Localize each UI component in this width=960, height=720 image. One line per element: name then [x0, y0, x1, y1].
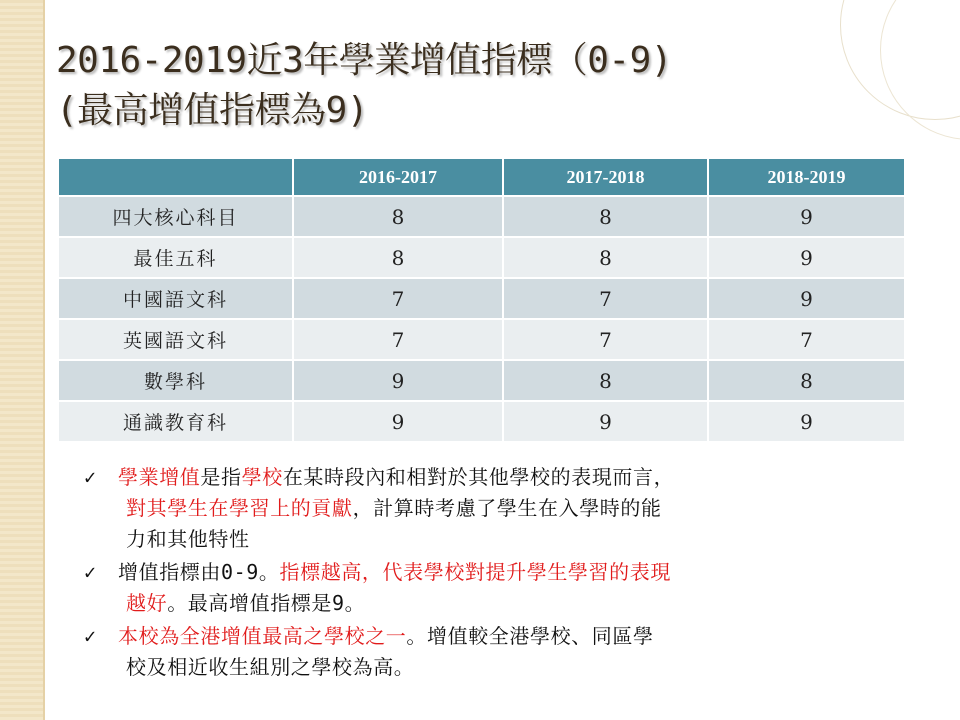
- notes-list: [80, 462, 920, 685]
- row-value: 9: [503, 401, 708, 442]
- row-value: 9: [708, 196, 905, 237]
- row-subject: 最佳五科: [58, 237, 293, 278]
- note-text: 。增值較全港學校、同區學: [406, 624, 654, 648]
- row-value: 8: [503, 196, 708, 237]
- table-row: [58, 319, 905, 360]
- list-item: [80, 621, 920, 683]
- row-value: 9: [708, 237, 905, 278]
- row-subject: 中國語文科: [58, 278, 293, 319]
- row-value: 8: [293, 237, 503, 278]
- header-2016-2017: 2016-2017: [293, 158, 503, 196]
- row-value: 7: [503, 278, 708, 319]
- row-value: 9: [293, 401, 503, 442]
- note-text: 力和其他特性: [126, 527, 250, 551]
- value-added-table: [57, 157, 906, 443]
- table-row: [58, 237, 905, 278]
- note-emphasis: 越好: [126, 591, 168, 615]
- row-value: 8: [503, 360, 708, 401]
- row-value: 7: [293, 278, 503, 319]
- note-emphasis: 指標越高，代表學校對提升學生學習的表現: [279, 560, 671, 584]
- note-text: 在某時段內和相對於其他學校的表現而言，: [282, 465, 675, 489]
- slide-title-line-2: (最高增值指標為9): [56, 90, 369, 131]
- note-text: 是指: [200, 465, 242, 489]
- note-text: ，計算時考慮了學生在入學時的能: [352, 496, 662, 520]
- note-text: 校及相近收生組別之學校為高。: [126, 655, 415, 679]
- list-item: [80, 557, 920, 619]
- table-row: [58, 278, 905, 319]
- note-text: 增值指標由0-9。: [118, 560, 280, 584]
- header-2017-2018: 2017-2018: [503, 158, 708, 196]
- row-subject: 英國語文科: [58, 319, 293, 360]
- decorative-side-band: [0, 0, 45, 720]
- row-value: 9: [708, 401, 905, 442]
- row-value: 9: [293, 360, 503, 401]
- slide-title: [56, 36, 916, 136]
- row-subject: 數學科: [58, 360, 293, 401]
- row-subject: 四大核心科目: [58, 196, 293, 237]
- row-value: 8: [503, 237, 708, 278]
- table-row: [58, 360, 905, 401]
- slide-title-line-1: 2016-2019近3年學業增值指標（0-9): [56, 40, 672, 81]
- note-text: 。最高增值指標是9。: [167, 591, 366, 615]
- list-item: [80, 462, 920, 555]
- row-value: 7: [293, 319, 503, 360]
- row-value: 8: [293, 196, 503, 237]
- note-emphasis: 對其學生在學習上的貢獻: [126, 496, 353, 520]
- checkmark-icon: ✓: [84, 560, 97, 584]
- note-emphasis: 本校為全港增值最高之學校之一: [118, 624, 407, 648]
- row-value: 7: [708, 319, 905, 360]
- table-row: [58, 401, 905, 442]
- table-header-row: [58, 158, 905, 196]
- row-value: 7: [503, 319, 708, 360]
- table-row: [58, 196, 905, 237]
- note-emphasis: 學校: [241, 465, 283, 489]
- note-emphasis: 學業增值: [118, 465, 201, 489]
- row-value: 9: [708, 278, 905, 319]
- header-2018-2019: 2018-2019: [708, 158, 905, 196]
- checkmark-icon: ✓: [84, 624, 97, 648]
- row-value: 8: [708, 360, 905, 401]
- checkmark-icon: ✓: [84, 465, 97, 489]
- row-subject: 通識教育科: [58, 401, 293, 442]
- header-subject: [58, 158, 293, 196]
